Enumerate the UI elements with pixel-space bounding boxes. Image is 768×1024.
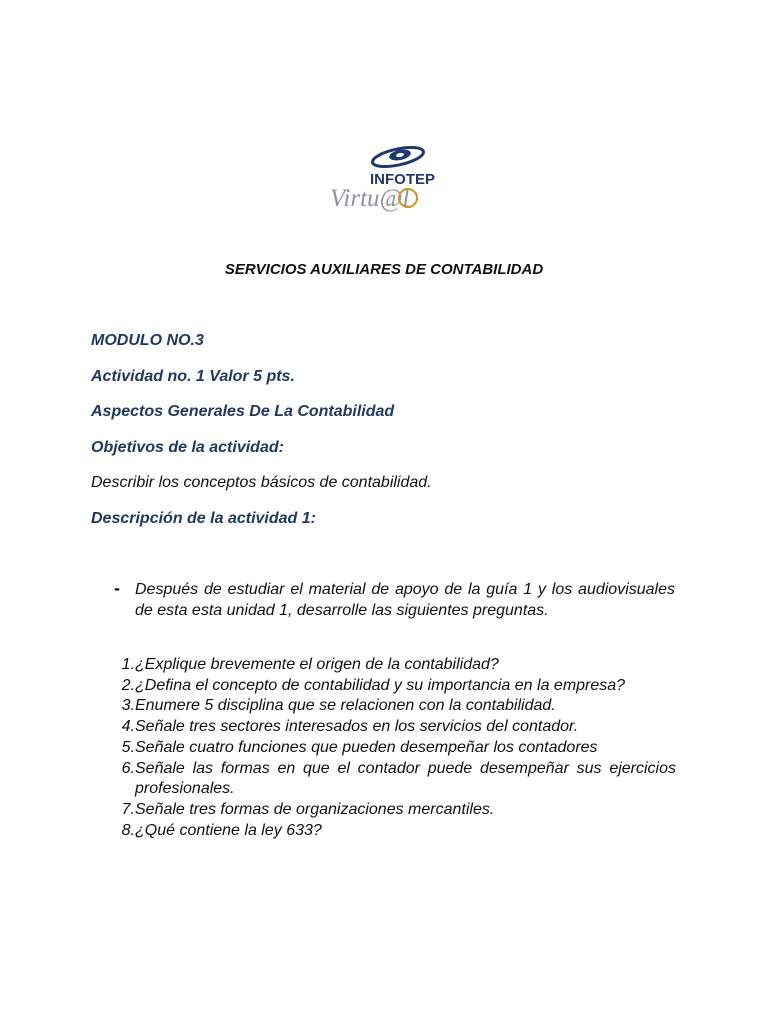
list-number: 8.: [121, 821, 135, 839]
question-text: ¿Qué contiene la ley 633?: [135, 821, 322, 839]
list-number: 4.: [121, 718, 135, 736]
list-item: [96, 717, 676, 738]
list-item: [96, 676, 676, 697]
questions-list: [96, 655, 676, 841]
document-title: SERVICIOS AUXILIARES DE CONTABILIDAD: [224, 261, 544, 278]
list-number: 2.: [121, 676, 135, 694]
question-text: Señale cuatro funciones que pueden desempeñar los contadores: [135, 738, 598, 756]
question-text: Enumere 5 disciplina que se relacionen con la contabilidad.: [135, 697, 556, 715]
list-number: 7.: [121, 800, 135, 818]
question-text: ¿Explique brevemente el origen de la contabilidad?: [135, 656, 499, 673]
infotep-virtual-logo: [326, 140, 438, 214]
instructions-paragraph: Después de estudiar el material de apoyo de la guía 1 y los audiovisuales de esta esta unidad 1, desarrolle las siguientes preguntas.: [135, 581, 675, 619]
list-item: [96, 655, 676, 676]
list-item: [96, 800, 676, 821]
question-text: Señale tres sectores interesados en los servicios del contador.: [135, 718, 579, 736]
list-item: [96, 821, 676, 842]
question-text: ¿Defina el concepto de contabilidad y su importancia en la empresa?: [135, 676, 626, 694]
objectives-heading: Objetivos de la actividad:: [91, 439, 284, 456]
module-heading: MODULO NO.3: [91, 332, 204, 349]
topic-heading: Aspectos Generales De La Contabilidad: [91, 403, 395, 420]
list-number: 3.: [121, 697, 135, 715]
activity-heading: Actividad no. 1 Valor 5 pts.: [91, 368, 295, 385]
list-number: 5.: [121, 738, 135, 756]
list-item: [96, 759, 676, 800]
bullet-marker: -: [114, 578, 120, 598]
list-item: [96, 738, 676, 759]
logo-bottom-text: Virtu@l: [330, 185, 410, 212]
list-number: 1.: [121, 656, 135, 673]
list-number: 6.: [121, 759, 135, 777]
question-text: Señale las formas en que el contador puede desempeñar sus ejercicios profesionales.: [135, 759, 676, 798]
logo-top-text: INFOTEP: [370, 171, 436, 188]
description-heading: Descripción de la actividad 1:: [91, 510, 316, 527]
objective-text: Describir los conceptos básicos de contabilidad.: [91, 474, 432, 491]
question-text: Señale tres formas de organizaciones mercantiles.: [135, 800, 495, 818]
list-item: [96, 696, 676, 717]
